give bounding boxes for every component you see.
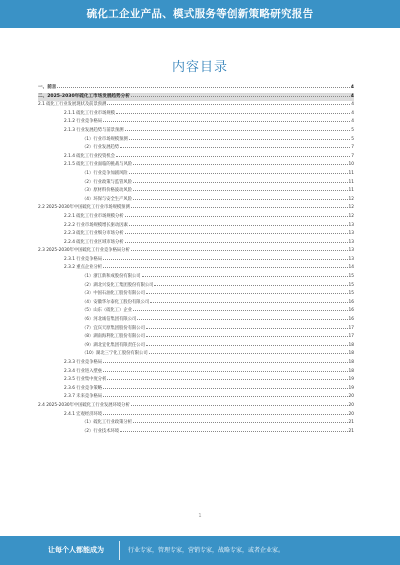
toc-list [38,84,354,436]
toc-entry-page: 14 [348,265,354,271]
toc-entry-label: 2.3.5 行业集中度分析 [64,377,107,383]
toc-entry-page: 4 [351,102,354,108]
toc-entry-page: 19 [348,377,354,383]
toc-entry-page: 7 [351,153,354,159]
toc-entry-page: 10 [348,162,354,168]
toc-leader-dots [146,343,348,346]
toc-entry-page: 11 [348,179,354,185]
toc-leader-dots [154,283,347,286]
toc-entry[interactable] [38,325,354,334]
toc-entry[interactable] [38,127,354,136]
toc-entry[interactable] [38,428,354,437]
toc-leader-dots [103,257,347,260]
toc-entry[interactable] [38,222,354,231]
toc-leader-dots [125,128,351,131]
toc-entry-label: （3）中国石油化工股份有限公司 [82,291,145,297]
toc-entry-page: 4 [351,110,354,116]
toc-entry-page: 19 [348,385,354,391]
toc-entry-page: 21 [348,420,354,426]
toc-entry-label: （10）湖北三宁化工股份有限公司 [82,351,148,357]
toc-entry[interactable] [38,196,354,205]
toc-entry-label: （3）原材料价格波动风险 [82,188,132,194]
toc-entry-label: 2.1.3 行业发展趋势与前景预测 [64,127,124,133]
toc-entry-page: 21 [348,428,354,434]
toc-entry-label: 2.1.1 硫化工行业市场规模 [64,110,115,116]
toc-entry[interactable] [38,144,354,153]
toc-entry-label: （2）行业政策与监管风险 [82,179,132,185]
toc-leader-dots [103,394,347,397]
toc-leader-dots [103,369,347,372]
toc-entry-label: 2.2.2 行业市场规模增长驱动因素 [64,222,128,228]
toc-leader-dots [129,137,351,140]
toc-entry-page: 15 [348,291,354,297]
toc-leader-dots [131,94,350,97]
toc-leader-dots [125,240,348,243]
toc-entry-page: 16 [348,308,354,314]
toc-entry-label: （2）行业技术环境 [82,428,120,434]
toc-entry[interactable] [38,187,354,196]
toc-entry-page: 13 [348,231,354,237]
toc-entry-label: （2）行业发展趋势 [82,145,120,151]
toc-leader-dots [103,119,350,122]
toc-leader-dots [133,420,348,423]
toc-leader-dots [131,248,348,251]
toc-entry-page: 16 [348,299,354,305]
toc-entry-page: 12 [348,205,354,211]
toc-leader-dots [146,291,348,294]
toc-entry-page: 13 [348,248,354,254]
toc-entry[interactable] [38,376,354,385]
toc-entry[interactable] [38,316,354,325]
toc-entry-page: 18 [348,360,354,365]
toc-leader-dots [133,188,348,191]
toc-leader-dots [107,377,347,380]
toc-entry[interactable] [38,93,354,102]
toc-entry-label: （9）湖北宜化集团有限责任公司 [82,342,145,348]
toc-leader-dots [116,111,350,114]
toc-entry-page: 11 [348,188,354,194]
toc-entry-page: 17 [348,334,354,340]
toc-leader-dots [133,197,348,200]
toc-entry-label: 2.4 2025-2030年中国硫化工行业发展环境分析 [38,402,130,408]
toc-leader-dots [146,334,348,337]
toc-entry-label: 2.2 2025-2030年中国硫化工行业市场规模预测 [38,205,130,211]
toc-entry-page: 7 [351,145,354,151]
toc-entry-label: 2.3.3 行业竞争格局 [64,360,103,365]
toc-entry-page: 4 [350,93,354,99]
toc-entry-label: （7）宜宾天原集团股份有限公司 [82,325,145,331]
toc-entry-label: 2.3.7 未来竞争格局 [64,394,103,400]
toc-entry[interactable] [38,393,354,402]
toc-entry-page: 15 [348,282,354,288]
toc-leader-dots [149,351,348,354]
toc-entry-page: 15 [348,274,354,280]
toc-entry[interactable] [38,118,354,127]
toc-entry[interactable] [38,299,354,308]
toc-entry[interactable] [38,136,354,145]
toc-leader-dots [103,360,347,363]
toc-leader-dots [125,231,348,234]
toc-entry-label: （4）环保与安全生产风险 [82,196,132,202]
toc-entry[interactable] [38,350,354,359]
toc-entry[interactable] [38,213,354,222]
toc-entry[interactable] [38,290,354,299]
toc-leader-dots [133,180,348,183]
toc-leader-dots [120,145,350,148]
toc-leader-dots [107,102,350,105]
toc-entry-label: （1）浙江新和成股份有限公司 [82,274,141,280]
toc-entry-page: 18 [348,342,354,348]
toc-entry-page: 5 [351,127,354,133]
toc-entry-label: 2.2.1 硫化工行业市场规模分析 [64,213,124,219]
toc-entry[interactable] [38,282,354,291]
toc-entry-page: 13 [348,256,354,262]
toc-entry[interactable] [38,273,354,282]
toc-entry-label: （6）河北诚信集团有限公司 [82,317,137,323]
toc-entry[interactable] [38,84,354,93]
toc-entry-label: （1）行业市场规模预测 [82,136,128,142]
toc-entry-page: 20 [348,402,354,408]
toc-entry-label: 2.3.4 行业进入壁垒 [64,368,103,374]
toc-entry-label: （5）山东（硫化工）企业 [82,308,132,314]
toc-entry[interactable] [38,342,354,351]
toc-entry-label: 2.1.2 行业竞争格局 [64,119,103,125]
toc-entry-page: 20 [348,411,354,417]
toc-entry-label: 2.1 硫化工行业发展现状及前景预测 [38,102,107,108]
toc-entry[interactable] [38,204,354,213]
toc-entry-label: （2）湖北兴发化工集团股份有限公司 [82,282,154,288]
toc-entry[interactable] [38,411,354,420]
toc-entry[interactable] [38,110,354,119]
toc-entry[interactable] [38,153,354,162]
toc-leader-dots [146,326,348,329]
toc-entry-label: 2.3.2 重点企业分析 [64,265,103,271]
toc-leader-dots [103,412,347,415]
toc-leader-dots [133,308,348,311]
toc-leader-dots [133,162,347,165]
toc-leader-dots [142,274,348,277]
toc-leader-dots [137,317,347,320]
toc-entry-label: （1）行业竞争加剧风险 [82,170,128,176]
toc-entry[interactable] [38,333,354,342]
page-number: 1 [198,513,202,519]
toc-entry-page: 4 [351,119,354,125]
toc-leader-dots [150,300,347,303]
toc-entry-label: 2.3.1 行业竞争格局 [64,256,103,262]
toc-entry[interactable] [38,307,354,316]
toc-leader-dots [103,265,347,268]
toc-leader-dots [57,85,349,88]
toc-entry-label: 2.2.3 硫化工行业细分市场分析 [64,231,124,237]
toc-entry[interactable] [38,256,354,265]
footer-slogan: 行业专家，管理专家，营销专家，战略专家，或者企业家。 [128,547,285,554]
toc-entry[interactable] [38,264,354,273]
toc-entry-page: 13 [348,222,354,228]
toc-entry-label: 2.4.1 宏观经济环境 [64,411,103,417]
toc-entry-page: 17 [348,325,354,331]
toc-leader-dots [103,386,347,389]
toc-entry[interactable] [38,368,354,377]
toc-entry-page: 20 [348,394,354,400]
toc-leader-dots [131,403,348,406]
toc-entry-label: （4）安徽华尔泰化工股份有限公司 [82,299,150,305]
toc-entry-page: 4 [350,85,354,90]
toc-entry-label: （1）硫化工行业政策分析 [82,420,132,426]
footer-divider [119,541,120,560]
toc-entry-label: 2.3 2025-2030年中国硫化工行业竞争格局分析 [38,248,130,254]
report-title: 硫化工企业产品、模式服务等创新策略研究报告 [86,8,314,20]
toc-entry-page: 5 [351,136,354,142]
toc-entry-page: 13 [348,239,354,245]
toc-entry[interactable] [38,230,354,239]
toc-entry-page: 18 [348,351,354,357]
toc-entry[interactable] [38,179,354,188]
toc-entry-label: 二、2025-2030年硫化工市场发展趋势分析 [38,93,130,99]
toc-entry[interactable] [38,402,354,411]
toc-entry-page: 12 [348,196,354,202]
toc-entry[interactable] [38,359,354,368]
toc-leader-dots [129,223,348,226]
toc-leader-dots [131,205,348,208]
toc-leader-dots [129,171,348,174]
toc-entry[interactable] [38,385,354,394]
toc-entry[interactable] [38,247,354,256]
toc-entry-label: 一、前言 [38,85,57,90]
toc-entry-label: 2.2.4 硫化工行业区域市场分析 [64,239,124,245]
toc-heading: 内容目录 [171,60,228,75]
toc-entry-label: 2.1.5 硫化工行业面临的挑战与风险 [64,162,133,168]
toc-entry[interactable] [38,161,354,170]
toc-leader-dots [125,214,348,217]
footer-brand: 让每个人都能成为 [48,546,104,554]
toc-entry[interactable] [38,239,354,248]
toc-entry-label: 2.3.6 行业竞争策略 [64,385,103,391]
toc-entry[interactable] [38,419,354,428]
toc-entry-page: 12 [348,213,354,219]
toc-entry-label: 2.1.4 硫化工行业投资机会 [64,153,115,159]
toc-entry-page: 16 [348,317,354,323]
toc-entry[interactable] [38,170,354,179]
toc-entry-label: （8）湖南海利化工股份有限公司 [82,334,145,340]
toc-entry-page: 18 [348,368,354,374]
toc-entry[interactable] [38,101,354,110]
toc-leader-dots [120,429,347,432]
toc-leader-dots [116,154,350,157]
toc-entry-page: 11 [348,170,354,176]
